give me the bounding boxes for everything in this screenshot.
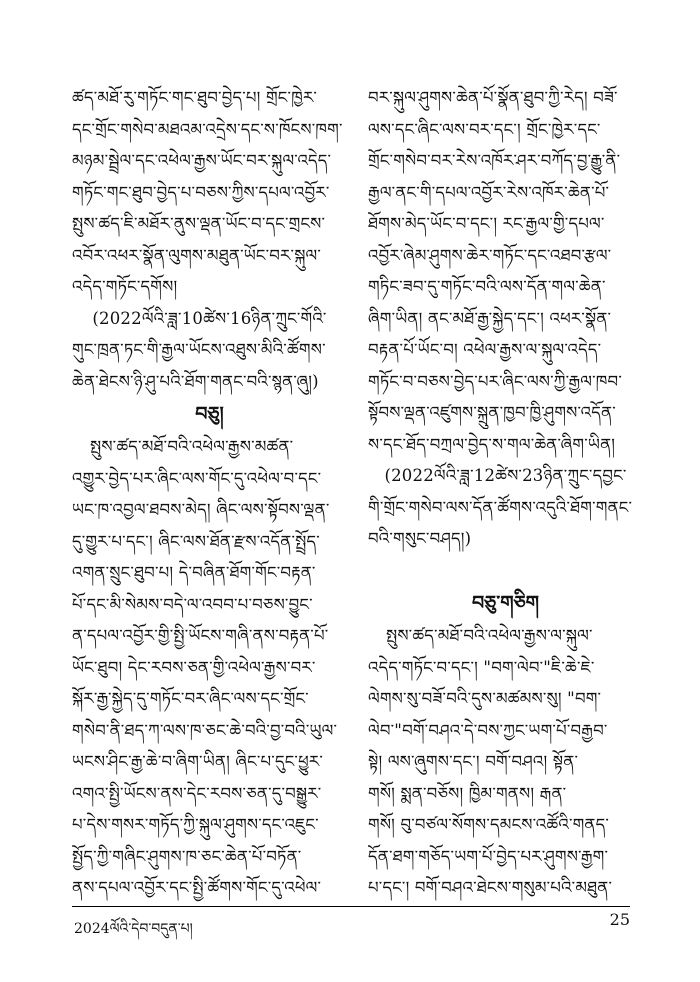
text-line: སྟེ། ལས་ཞུགས་དང་། བགོ་བཤའ། སྟོན་	[368, 752, 579, 771]
citation-line: (2022ལོའི་ཟླ་12ཚེས་23ཉིན་ཀྲུང་དབྱང་	[384, 466, 627, 485]
text-line: འདེད་གཏོང་བ་དང་། "བག་ལེབ་"ཇི་ཆེ་ཇེ་	[368, 657, 595, 677]
text-line: འགན་སྲུང་ཐུབ་པ། དེ་བཞིན་ཐོག་གོང་བརྟན་	[72, 563, 316, 582]
text-line: དོན་ཐག་གཅོད་ཡག་པོ་བྱེད་པར་ཤུགས་རྒྱག་	[368, 846, 609, 866]
text-line: སྐོར་རྒྱ་སྐྱེད་དུ་གཏོང་བར་ཞིང་ལས་དང་གྲོང་	[72, 689, 309, 708]
text-line: གཏོང་བ་བཅས་བྱེད་པར་ཞིང་ལས་ཀྱི་རྒྱལ་ཁབ་	[368, 371, 622, 391]
text-line: སྤུས་ཚད་ཇི་མཐོར་ནུས་ལྡན་ཡོང་བ་དང་གྲངས་	[72, 214, 326, 233]
paragraph-2	[72, 431, 347, 904]
text-line: ཐོགས་མེད་ཡོང་བ་དང་། རང་རྒྱལ་གྱི་དཔལ་	[368, 214, 605, 233]
text-line: གཏིང་ཟབ་དུ་གཏོང་བའི་ལས་དོན་གལ་ཆེན་	[368, 277, 606, 296]
text-line: རྒྱལ་ནང་གི་དཔལ་འབྱོར་རེས་འཁོར་ཆེན་པོ་	[368, 182, 610, 202]
citation-line: ཆེན་ཐེངས་ཉི་ཤུ་པའི་ཐོག་གནང་བའི་སྙན་ཞུ།)	[72, 371, 319, 391]
text-line: ནས་དཔལ་འབྱོར་དང་སྤྱི་ཚོགས་གོང་དུ་འཕེལ་	[72, 878, 322, 897]
text-line: པོ་དང་མི་སེམས་བདེ་ལ་འབབ་པ་བཅས་བྱུང་	[72, 594, 313, 614]
text-line: སྤུས་ཚད་མཐོ་བའི་འཕེལ་རྒྱས་ལ་སྐུལ་	[386, 626, 593, 645]
citation-line: བའི་གསུང་བཤད།)	[368, 529, 472, 548]
paragraph-3	[368, 620, 643, 904]
citation-1	[72, 303, 347, 398]
text-line: པ་དེས་གསར་གཏོད་ཀྱི་སྐུལ་ཤུགས་དང་འཇུང་	[72, 815, 319, 834]
text-line: སྤྱོད་ཀྱི་གཞིང་ཤུགས་ཁ་ཅང་ཆེན་པོ་བཏོན་	[72, 846, 302, 866]
text-line: གསེབ་ནི་ཐད་ཀ་ལས་ཁ་ཅང་ཆེ་བའི་བྱ་བའི་ཡུལ་	[72, 720, 338, 740]
text-line: འབྱོར་ཞེམ་ཤུགས་ཆེར་གཏོང་དང་འཐབ་རྩལ་	[368, 245, 612, 265]
text-line: གསོ། བུ་བཙལ་སོགས་དམངས་འཚོའི་གནད་	[368, 815, 610, 834]
text-line: དུ་གྱུར་པ་དང་། ཞིང་ལས་ཐོན་རྫས་འདོན་སྤྲོད་	[72, 531, 320, 551]
text-line: གསོ། སྨན་བཅོས། ཁྱིམ་གནས། རྒན་	[368, 783, 567, 803]
text-line: ཡང་ཁ་འབྱལ་ཐབས་མེད། ཞིང་ལས་སྟོབས་ལྡན་	[72, 500, 330, 519]
text-line: ཞིག་ཡིན། ནང་མཐོ་རྒྱ་སྐྱེད་དང་། འཕར་སྣོན་	[368, 308, 612, 328]
text-line: གཏོང་གང་ཐུབ་བྱེད་པ་བཅས་ཀྱིས་དཔལ་འབྱོར་	[72, 182, 330, 202]
text-line: གྲོང་གསེབ་བར་རེས་འཁོར་ཤར་བཀོད་བྱ་རྒྱུ་ནི་	[368, 151, 621, 170]
section-heading-11: བཅུ་གཅིག	[471, 592, 540, 614]
text-line: ལེགས་སུ་བཟོ་བའི་དུས་མཚམས་སུ། "བག་	[368, 689, 602, 708]
footer-divider	[72, 906, 630, 907]
text-line: ལེབ་"བགོ་བཤའ་དེ་བས་ཀྱང་ཡག་པོ་བརྒྱབ་	[368, 720, 608, 740]
citation-line: (2022ལོའི་ཟླ་10ཚེས་16ཉིན་ཀྲུང་གོའི་	[92, 308, 327, 328]
text-line: འགྱུར་བྱེད་པར་ཞིང་ལས་གོང་དུ་འཕེལ་བ་དང་	[72, 468, 322, 488]
text-line: སྤུས་ཚད་མཐོ་བའི་འཕེལ་རྒྱས་མཚན་	[90, 437, 294, 456]
text-line: མཉམ་སྦྲེལ་དང་འཕེལ་རྒྱས་ཡོང་བར་སྐུལ་འདེད་	[72, 151, 332, 170]
text-line: ལས་དང་ཞིང་ལས་བར་དང་། གྲོང་ཁྱེར་དང་	[368, 119, 601, 139]
text-line: ས་དང་ཐོད་བཀྲལ་བྱེད་ས་གལ་ཆེན་ཞིག་ཡིན།	[368, 434, 616, 454]
text-line: འབོར་འཕར་སྣོན་ལུགས་མཐུན་ཡོང་བར་སྐུལ་	[72, 245, 322, 265]
citation-line: གུང་ཁྲན་ཏང་གི་རྒྱལ་ཡོངས་འཐུས་མིའི་ཚོགས་	[72, 340, 326, 359]
text-line: ཡོང་ཐུབ། དེང་རབས་ཅན་གྱི་འཕེལ་རྒྱས་བར་	[72, 657, 316, 677]
text-line: པ་དང་། བགོ་བཤའ་ཐེངས་གསུམ་པའི་མཐུན་	[368, 878, 613, 897]
citation-2	[368, 460, 643, 555]
text-line: ཚད་མཐོ་རུ་གཏོང་གང་ཐུབ་བྱེད་པ། གྲོང་ཁྱེར་	[72, 88, 318, 107]
left-column	[72, 82, 347, 904]
text-line: འདེད་གཏོང་དགོས།	[72, 277, 178, 296]
issue-label: 2024ལོའི་དེབ་བདུན་པ།	[74, 921, 193, 937]
text-line: བར་སྐུལ་ཤུགས་ཆེན་པོ་སྣོན་ཐུབ་ཀྱི་རེད། བཟོ་	[368, 88, 618, 107]
paragraph-continued	[368, 82, 643, 460]
page-number: 25	[609, 910, 630, 929]
spacer	[368, 555, 643, 587]
text-line: ན་དཔལ་འབྱོར་གྱི་སྤྱི་ཡོངས་གཞི་ནས་བརྟན་པོ་	[72, 626, 329, 645]
text-line: འགའ་སྤྱི་ཡོངས་ནས་དེང་རབས་ཅན་དུ་བསྒྱུར་	[72, 783, 322, 803]
paragraph-1	[72, 82, 347, 303]
text-line: དང་གྲོང་གསེབ་མཐའམ་འདྲེས་དང་ས་ཁོངས་ཁག་	[72, 119, 343, 139]
section-heading-10: བཅུ།	[195, 403, 224, 425]
citation-line: གི་གྲོང་གསེབ་ལས་དོན་ཚོགས་འདུའི་ཐོག་གནང་	[368, 497, 633, 517]
text-line: ཡངས་ཤིང་རྒྱ་ཆེ་བ་ཞིག་ཡིན། ཞིང་པ་དུང་ཕྱུར་	[72, 752, 324, 771]
text-line: བརྟན་པོ་ཡོང་བ། འཕེལ་རྒྱས་ལ་སྐུལ་འདེད་	[368, 340, 602, 359]
text-line: སྟོབས་ལྡན་འཛུགས་སྐྲུན་ཁྱབ་ཁྱི་ཤུགས་འདོན་	[368, 403, 616, 422]
right-column	[368, 82, 643, 904]
